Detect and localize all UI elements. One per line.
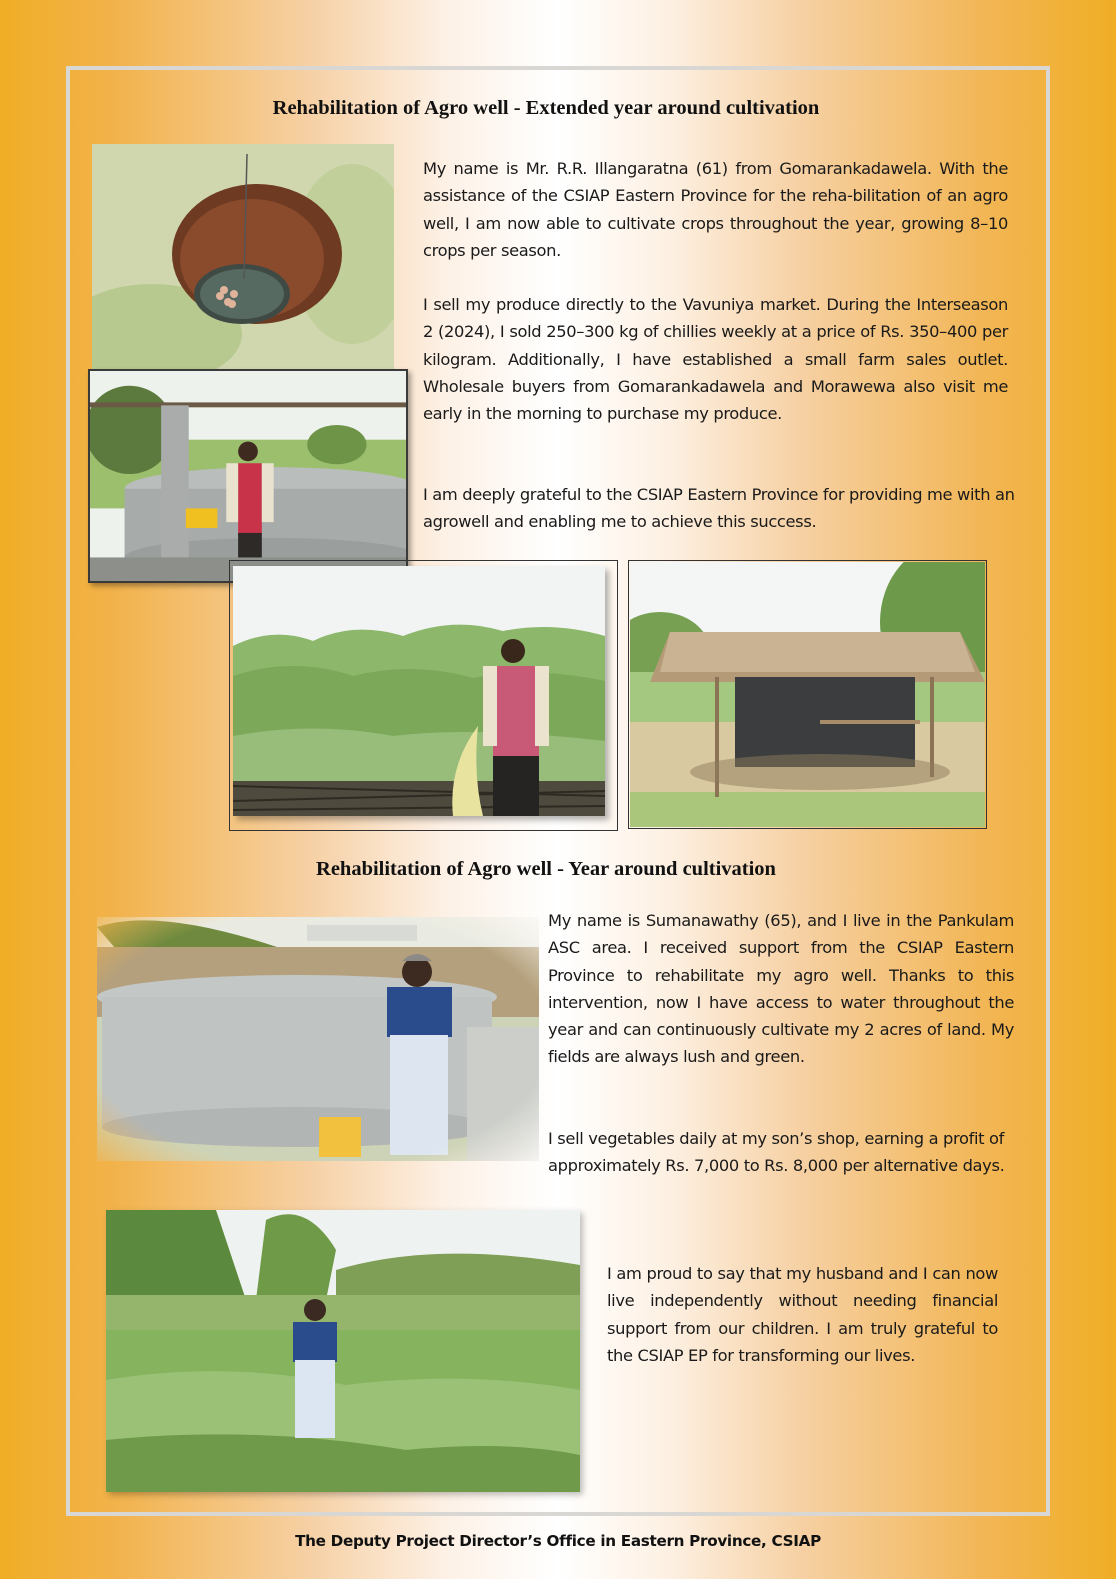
- section1-title: Rehabilitation of Agro well - Extended year around cultivation: [272, 97, 820, 119]
- footer-office-credit: The Deputy Project Director’s Office in Eastern Province, CSIAP: [295, 1532, 821, 1550]
- section2-title: Rehabilitation of Agro well - Year around cultivation: [316, 858, 776, 880]
- section1-paragraph-1: My name is Mr. R.R. Illangaratna (61) from Gomarankadawela. With the assistance of the CSIAP Eastern Province for the reha-bilitation of an agro well, I am now able to cultivate crops throughout the year, growing 8–10 crops per season.: [423, 159, 1008, 260]
- section2-paragraph-3: I am proud to say that my husband and I can now live independently without needing financial support from our children. I am truly grateful to the CSIAP EP for transforming our lives.: [607, 1264, 998, 1365]
- rehabilitated-well-photo: [88, 369, 408, 583]
- crop-field-photo: [233, 566, 605, 816]
- section2-paragraph-2: I sell vegetables daily at my son’s shop, earning a profit of approximately Rs. 7,000 to Rs. 8,000 per alternative days.: [548, 1129, 1005, 1176]
- woman-vegetable-field-photo: [106, 1210, 580, 1492]
- section2-paragraph-1: My name is Sumanawathy (65), and I live in the Pankulam ASC area. I received support from the CSIAP Eastern Province to rehabilitate my agro well. Thanks to this intervention, now I have access to water throughout the year and can continuously cultivate my 2 acres of land. My fields are always lush and green.: [548, 911, 1014, 1067]
- section1-paragraph-2: I sell my produce directly to the Vavuniya market. During the Interseason 2 (2024), I sold 250–300 kg of chillies weekly at a price of Rs. 350–400 per kilogram. Additionally, I have established a small farm sales outlet. Wholesale buyers from Gomarankadawela and Morawewa also visit me early in the morning to purchase my produce.: [423, 295, 1008, 424]
- woman-agro-well-photo: [97, 917, 539, 1161]
- sales-outlet-photo: [630, 562, 985, 827]
- section1-paragraph-3: I am deeply grateful to the CSIAP Eastern Province for providing me with an agrowell and enabling me to achieve this success.: [423, 485, 1015, 532]
- old-well-photo: [92, 144, 394, 370]
